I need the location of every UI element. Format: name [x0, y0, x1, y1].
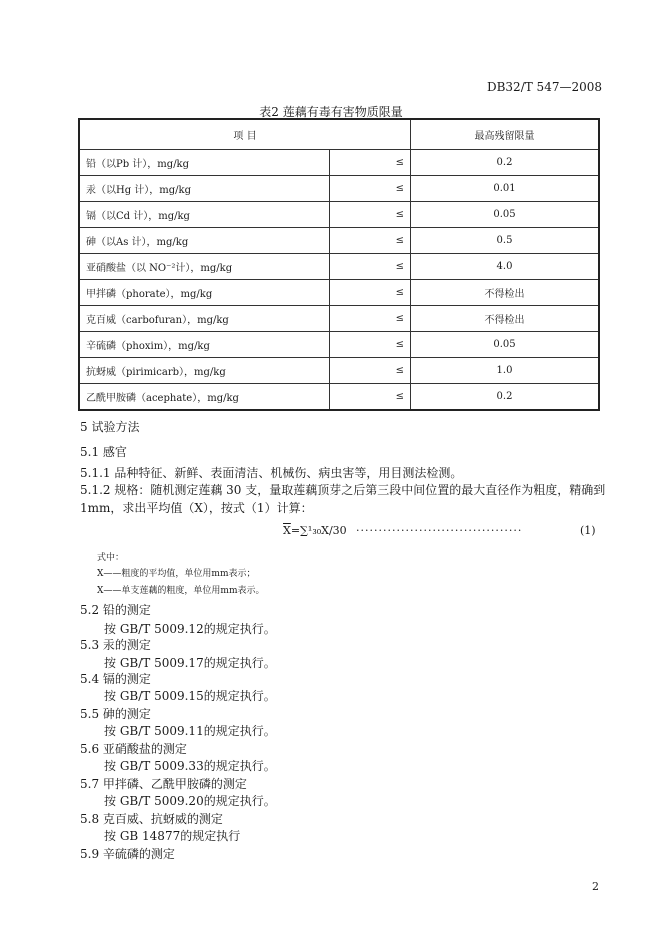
section-5-6-text: 按 GB/T 5009.33的规定执行。 [104, 759, 276, 773]
row-operator: ≤ [330, 280, 411, 306]
row-value: 0.05 [411, 332, 600, 358]
page-number: 2 [592, 880, 599, 893]
limits-table [78, 118, 600, 411]
row-operator: ≤ [330, 202, 411, 228]
section-5-2-text: 按 GB/T 5009.12的规定执行。 [104, 622, 276, 636]
row-item: 汞（以Hg 计），mg/kg [79, 176, 330, 202]
row-value: 0.2 [411, 384, 600, 411]
table-header-row [79, 119, 599, 150]
section-5-7-text: 按 GB/T 5009.20的规定执行。 [104, 794, 276, 808]
table-row [79, 306, 599, 332]
note-line-1: X——粗度的平均值，单位用mm表示； [97, 569, 256, 579]
section-5-heading: 5 试验方法 [80, 420, 140, 434]
row-item: 乙酰甲胺磷（acephate），mg/kg [79, 384, 330, 411]
section-5-1-heading: 5.1 感官 [80, 445, 127, 459]
row-item: 亚硝酸盐（以 NO⁻²计），mg/kg [79, 254, 330, 280]
row-value: 0.05 [411, 202, 600, 228]
row-value: 不得检出 [411, 306, 600, 332]
table-row [79, 358, 599, 384]
section-5-5-heading: 5.5 砷的测定 [80, 707, 151, 721]
section-5-2-heading: 5.2 铅的测定 [80, 603, 151, 617]
section-5-3-heading: 5.3 汞的测定 [80, 638, 151, 652]
table-row [79, 332, 599, 358]
row-value: 1.0 [411, 358, 600, 384]
section-5-1-2-text: 5.1.2 规格：随机测定莲藕 30 支，量取莲藕顶芽之后第三段中间位置的最大直径作为粗度，精确到 [80, 483, 606, 497]
note-title: 式中： [97, 553, 125, 563]
row-value: 不得检出 [411, 280, 600, 306]
row-item: 克百威（carbofuran），mg/kg [79, 306, 330, 332]
row-item: 镉（以Cd 计），mg/kg [79, 202, 330, 228]
section-5-5-text: 按 GB/T 5009.11的规定执行。 [104, 724, 276, 738]
formula-lhs: $\overline{X}$ [283, 524, 291, 537]
standard-code: DB32/T 547—2008 [486, 80, 602, 94]
table-row [79, 202, 599, 228]
section-5-8-heading: 5.8 克百威、抗蚜威的测定 [80, 812, 223, 826]
section-5-1-2-text-cont: 1mm，求出平均值（X），按式（1）计算： [80, 501, 313, 515]
table-row [79, 280, 599, 306]
row-item: 辛硫磷（phoxim），mg/kg [79, 332, 330, 358]
section-5-6-heading: 5.6 亚硝酸盐的测定 [80, 742, 187, 756]
row-value: 0.01 [411, 176, 600, 202]
row-operator: ≤ [330, 228, 411, 254]
table-row [79, 176, 599, 202]
row-operator: ≤ [330, 306, 411, 332]
row-item: 铅（以Pb 计），mg/kg [79, 150, 330, 176]
section-5-8-text: 按 GB 14877的规定执行 [104, 829, 241, 843]
column-header-limit: 最高残留限量 [411, 119, 600, 150]
row-operator: ≤ [330, 150, 411, 176]
row-value: 0.5 [411, 228, 600, 254]
section-5-7-heading: 5.7 甲拌磷、乙酰甲胺磷的测定 [80, 777, 247, 791]
table-row [79, 384, 599, 411]
note-line-2: X——单支莲藕的粗度，单位用mm表示。 [97, 586, 265, 596]
table-title: 表2 莲藕有毒有害物质限量 [259, 105, 403, 119]
formula [283, 524, 347, 537]
section-5-3-text: 按 GB/T 5009.17的规定执行。 [104, 656, 276, 670]
row-item: 抗蚜威（pirimicarb），mg/kg [79, 358, 330, 384]
row-item: 甲拌磷（phorate），mg/kg [79, 280, 330, 306]
table-row [79, 254, 599, 280]
row-operator: ≤ [330, 358, 411, 384]
section-5-4-heading: 5.4 镉的测定 [80, 672, 151, 686]
formula-number: (1) [580, 524, 596, 537]
section-5-9-heading: 5.9 辛硫磷的测定 [80, 847, 175, 861]
row-operator: ≤ [330, 176, 411, 202]
row-operator: ≤ [330, 332, 411, 358]
row-value: 0.2 [411, 150, 600, 176]
table-row [79, 228, 599, 254]
row-item: 砷（以As 计），mg/kg [79, 228, 330, 254]
table-row [79, 150, 599, 176]
formula-leader-dots: ····································· [356, 524, 523, 537]
row-operator: ≤ [330, 254, 411, 280]
formula-rhs: =∑¹₃₀X/30 [290, 524, 347, 537]
row-operator: ≤ [330, 384, 411, 411]
column-header-item: 项 目 [79, 119, 411, 150]
section-5-1-1-text: 5.1.1 品种特征、新鲜、表面清洁、机械伤、病虫害等，用目测法检测。 [80, 466, 463, 480]
row-value: 4.0 [411, 254, 600, 280]
section-5-4-text: 按 GB/T 5009.15的规定执行。 [104, 689, 276, 703]
